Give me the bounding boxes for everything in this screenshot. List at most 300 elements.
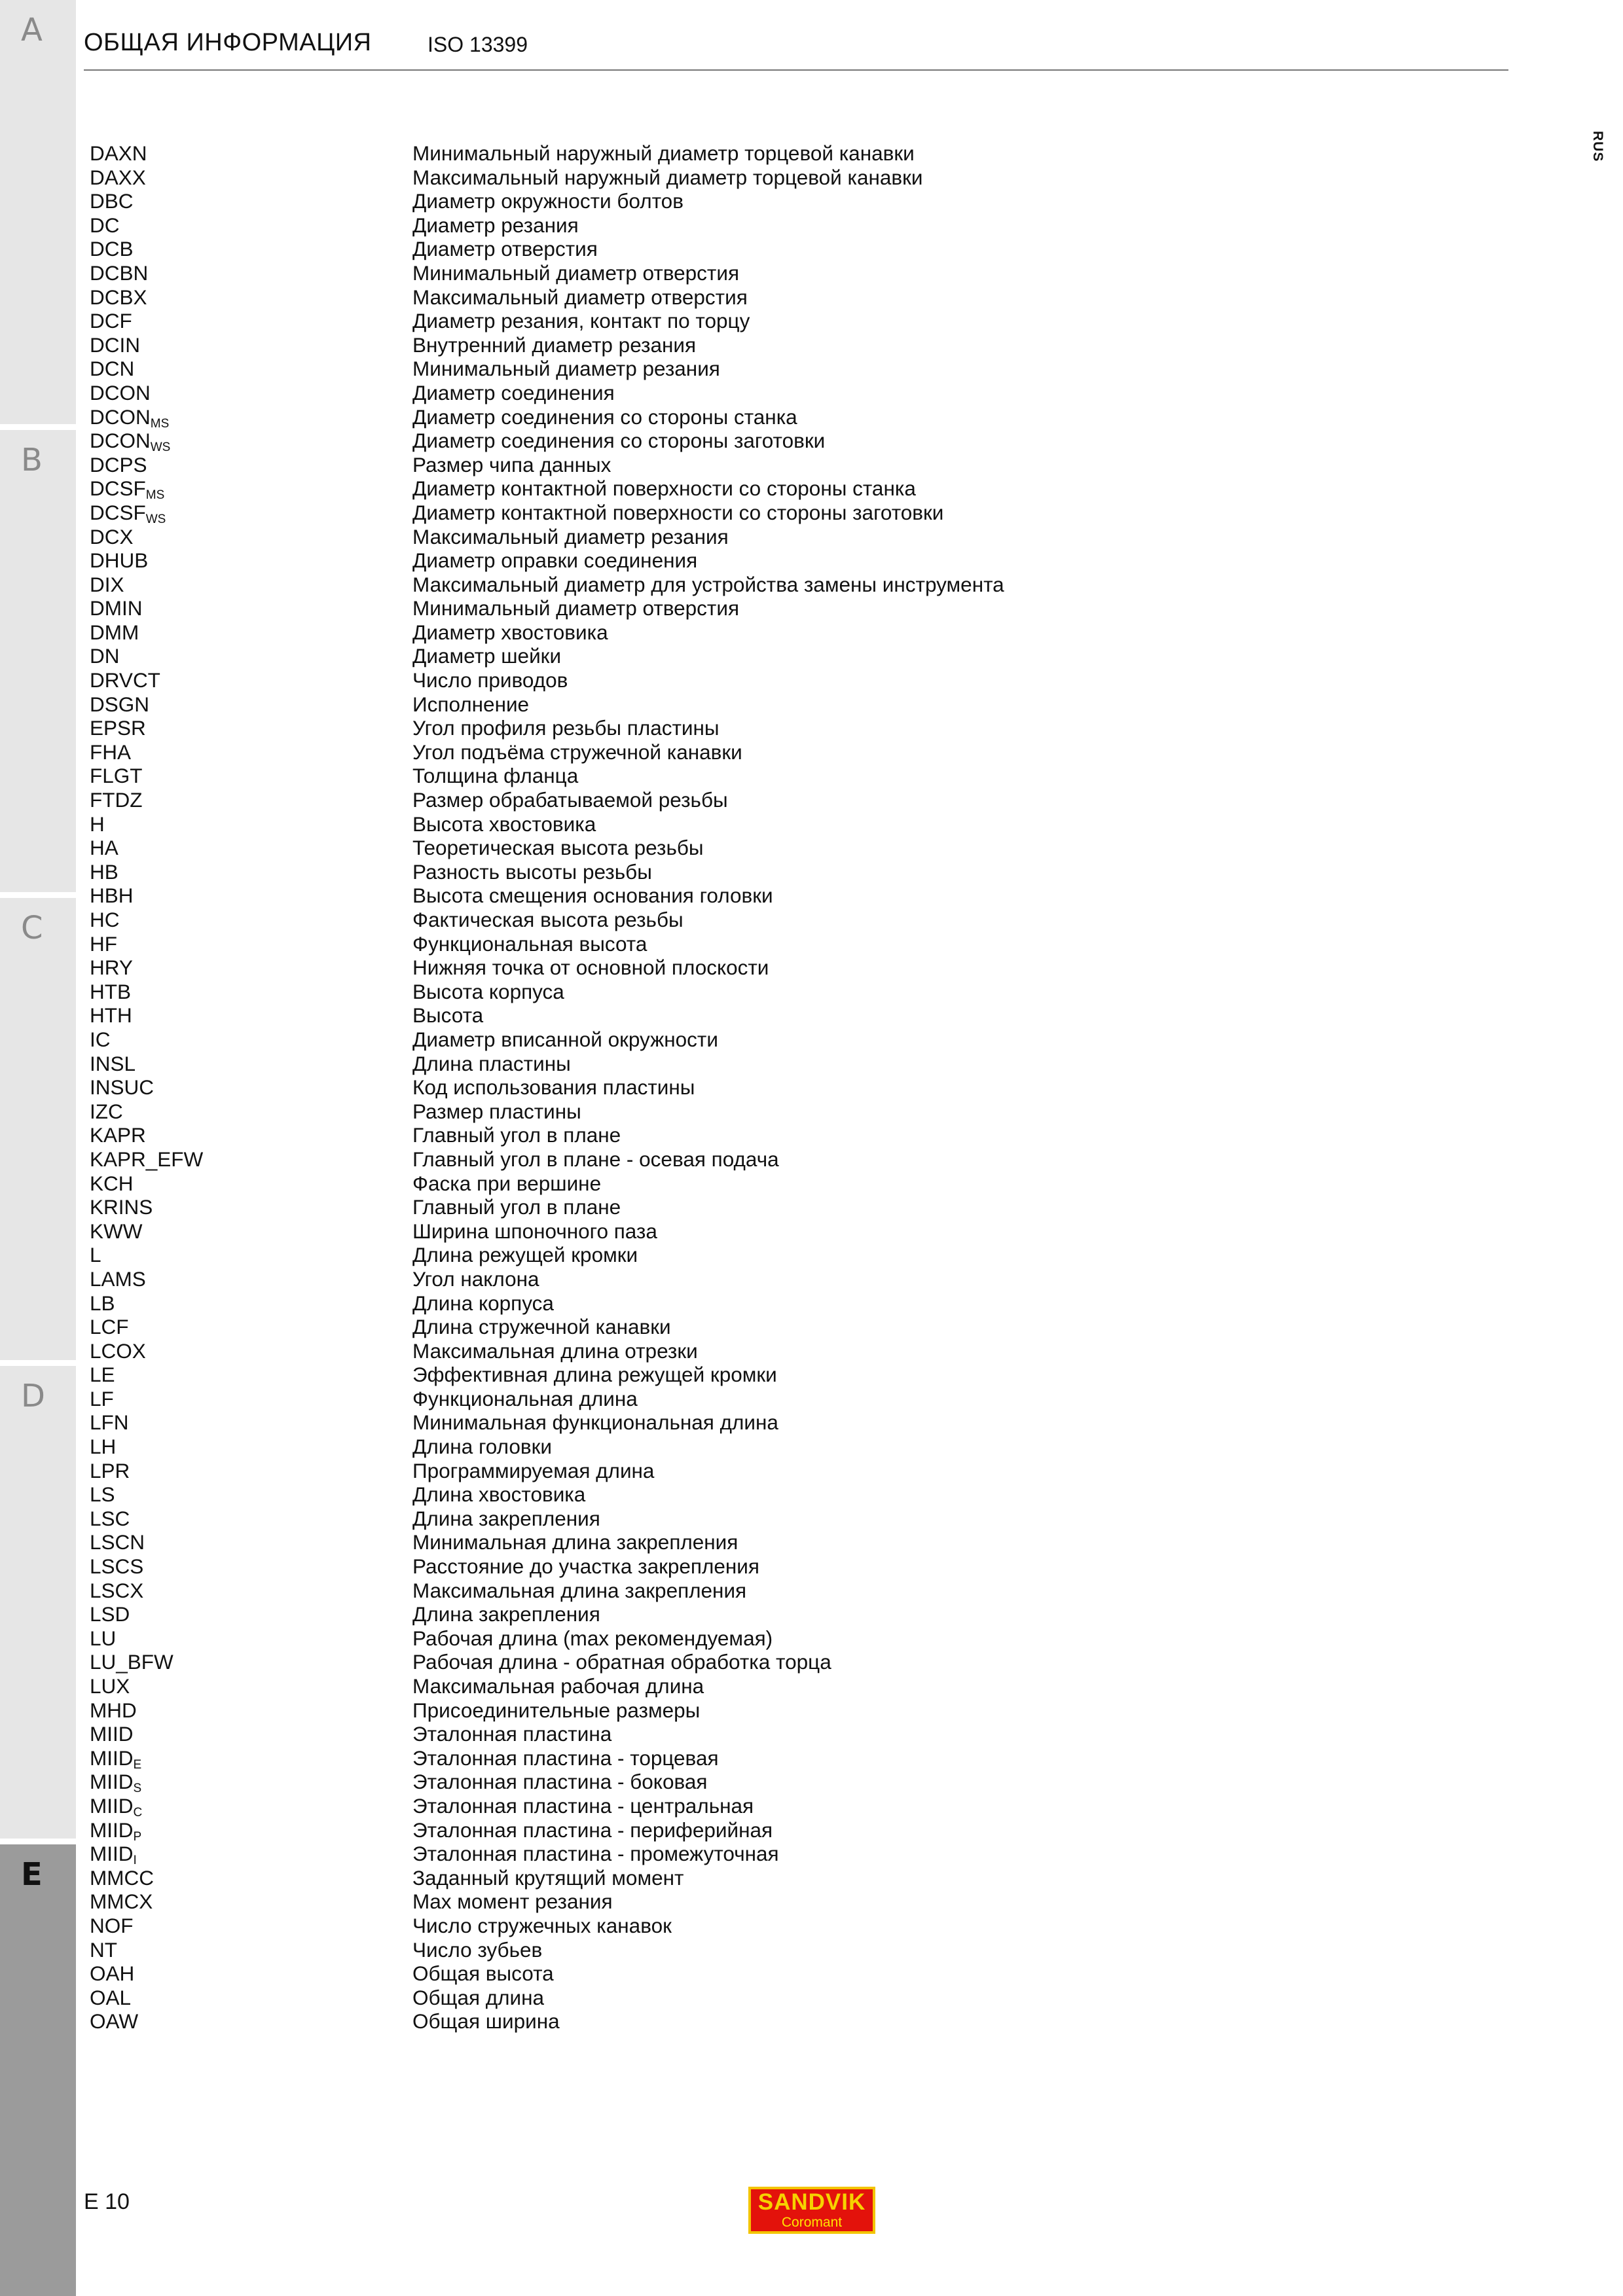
glossary-code xyxy=(90,1291,412,1316)
index-tab-letter: D xyxy=(21,1378,45,1414)
index-tab-letter: B xyxy=(21,442,43,478)
glossary-row xyxy=(90,884,1334,908)
logo-sub: Coromant xyxy=(781,2215,843,2230)
index-tab-b[interactable] xyxy=(0,430,76,892)
glossary-code xyxy=(90,1003,412,1028)
glossary-code-text: FHA xyxy=(90,740,131,764)
glossary-row xyxy=(90,1746,1334,1770)
glossary-code-text: DMIN xyxy=(90,596,143,620)
glossary-description: Размер пластины xyxy=(412,1099,581,1123)
glossary-row xyxy=(90,1698,1334,1723)
glossary-code xyxy=(90,692,412,717)
glossary-code-text: HTB xyxy=(90,979,131,1003)
glossary-row xyxy=(90,213,1334,238)
glossary-code xyxy=(90,1962,412,1986)
glossary-code xyxy=(90,596,412,620)
glossary-row xyxy=(90,1579,1334,1603)
glossary-description: Минимальный наружный диаметр торцевой канавки xyxy=(412,141,915,165)
glossary-code xyxy=(90,1698,412,1723)
glossary-code xyxy=(90,1842,412,1866)
glossary-description: Эталонная пластина - центральная xyxy=(412,1793,754,1818)
glossary-description: Диаметр соединения xyxy=(412,380,615,404)
glossary-code xyxy=(90,1147,412,1172)
glossary-code-subscript: S xyxy=(133,1782,142,1796)
glossary-row xyxy=(90,166,1334,190)
glossary-description: Угол подъёма стружечной канавки xyxy=(412,740,742,764)
glossary-code xyxy=(90,1507,412,1531)
glossary-table xyxy=(90,141,1334,2034)
glossary-row xyxy=(90,1052,1334,1076)
glossary-code xyxy=(90,1172,412,1196)
glossary-code-text: DCON xyxy=(90,380,151,404)
glossary-code xyxy=(90,1818,412,1842)
glossary-code-text: MIID xyxy=(90,1722,134,1746)
glossary-description: Эталонная пластина - боковая xyxy=(412,1770,708,1794)
glossary-description: Общая длина xyxy=(412,1985,545,2009)
glossary-code-text: DCSF xyxy=(90,500,146,524)
glossary-code xyxy=(90,1794,412,1818)
glossary-code xyxy=(90,764,412,788)
glossary-row xyxy=(90,1794,1334,1818)
logo-brand: SANDVIK xyxy=(757,2189,866,2215)
glossary-code-text: DHUB xyxy=(90,548,149,573)
glossary-description: Высота смещения основания головки xyxy=(412,884,773,908)
glossary-row xyxy=(90,141,1334,166)
glossary-row xyxy=(90,908,1334,932)
glossary-code-text: DCBN xyxy=(90,260,149,285)
glossary-row xyxy=(90,668,1334,692)
glossary-row xyxy=(90,1459,1334,1483)
glossary-code xyxy=(90,1674,412,1698)
glossary-code xyxy=(90,573,412,597)
glossary-description: Диаметр отверстия xyxy=(412,237,598,261)
index-tab-letter: E xyxy=(21,1856,43,1893)
glossary-description: Минимальный диаметр резания xyxy=(412,357,720,381)
glossary-row xyxy=(90,501,1334,525)
glossary-description: Число приводов xyxy=(412,668,568,692)
glossary-description: Минимальная функциональная длина xyxy=(412,1410,778,1435)
index-tab-e[interactable] xyxy=(0,1844,76,2296)
glossary-description: Толщина фланца xyxy=(412,764,579,788)
glossary-code-text: DCON xyxy=(90,429,151,453)
glossary-description: Главный угол в плане xyxy=(412,1123,621,1147)
glossary-row xyxy=(90,932,1334,956)
glossary-code-text: NOF xyxy=(90,1913,134,1937)
glossary-row xyxy=(90,357,1334,381)
glossary-row xyxy=(90,836,1334,860)
glossary-code-text: IZC xyxy=(90,1099,123,1123)
glossary-code-text: DCPS xyxy=(90,452,147,476)
glossary-row xyxy=(90,405,1334,429)
glossary-description: Длина головки xyxy=(412,1435,552,1459)
glossary-description: Заданный крутящий момент xyxy=(412,1865,684,1890)
glossary-row xyxy=(90,1172,1334,1196)
glossary-description: Длина закрепления xyxy=(412,1602,600,1626)
glossary-code-text: DRVCT xyxy=(90,668,160,692)
glossary-code xyxy=(90,1770,412,1794)
glossary-row xyxy=(90,1890,1334,1914)
glossary-description: Минимальный диаметр отверстия xyxy=(412,260,740,285)
glossary-code xyxy=(90,620,412,645)
glossary-code-text: LU_BFW xyxy=(90,1650,173,1674)
glossary-description: Рабочая длина (max рекомендуемая) xyxy=(412,1626,773,1650)
glossary-row xyxy=(90,1938,1334,1962)
glossary-row xyxy=(90,716,1334,740)
glossary-code xyxy=(90,740,412,764)
glossary-code xyxy=(90,453,412,477)
glossary-code xyxy=(90,1267,412,1291)
glossary-code-text: LCOX xyxy=(90,1338,146,1363)
glossary-row xyxy=(90,1075,1334,1100)
glossary-code xyxy=(90,932,412,956)
glossary-code-text: LSCS xyxy=(90,1554,144,1579)
glossary-code xyxy=(90,1459,412,1483)
glossary-row xyxy=(90,285,1334,310)
glossary-description: Максимальный диаметр отверстия xyxy=(412,285,748,309)
glossary-description: Максимальная длина закрепления xyxy=(412,1578,747,1602)
glossary-description: Длина закрепления xyxy=(412,1506,600,1530)
glossary-code-text: OAH xyxy=(90,1962,135,1986)
glossary-description: Длина пластины xyxy=(412,1051,571,1075)
glossary-code xyxy=(90,189,412,213)
index-tab-c[interactable] xyxy=(0,898,76,1360)
index-tab-a[interactable] xyxy=(0,0,76,424)
glossary-code-text: NT xyxy=(90,1937,117,1962)
glossary-code-text: DCSF xyxy=(90,476,146,501)
glossary-description: Внутренний диаметр резания xyxy=(412,332,697,357)
glossary-description: Функциональная длина xyxy=(412,1386,638,1410)
glossary-description: Эталонная пластина - торцевая xyxy=(412,1746,719,1770)
glossary-code-subscript: C xyxy=(133,1805,143,1820)
glossary-code xyxy=(90,166,412,190)
glossary-code-text: LF xyxy=(90,1386,114,1410)
glossary-code xyxy=(90,1123,412,1147)
glossary-row xyxy=(90,189,1334,213)
glossary-code-subscript: P xyxy=(133,1829,142,1844)
glossary-code xyxy=(90,668,412,692)
glossary-code xyxy=(90,525,412,549)
glossary-row xyxy=(90,261,1334,285)
glossary-row xyxy=(90,1315,1334,1339)
glossary-row xyxy=(90,429,1334,453)
glossary-code-text: MIID xyxy=(90,1770,134,1794)
glossary-row xyxy=(90,1003,1334,1028)
glossary-code-text: KAPR_EFW xyxy=(90,1147,204,1171)
glossary-code xyxy=(90,2009,412,2034)
glossary-code xyxy=(90,1075,412,1100)
glossary-code-text: INSUC xyxy=(90,1075,155,1100)
glossary-row xyxy=(90,1291,1334,1316)
glossary-code-text: OAL xyxy=(90,1985,132,2009)
glossary-row xyxy=(90,1842,1334,1866)
glossary-code-text: DBC xyxy=(90,189,134,213)
glossary-description: Длина корпуса xyxy=(412,1291,554,1315)
glossary-code-text: DAXX xyxy=(90,165,146,189)
glossary-description: Общая ширина xyxy=(412,2009,560,2034)
glossary-code xyxy=(90,812,412,836)
glossary-row xyxy=(90,1914,1334,1938)
glossary-code xyxy=(90,788,412,812)
glossary-code-text: KRINS xyxy=(90,1195,153,1219)
glossary-description: Размер чипа данных xyxy=(412,452,611,476)
glossary-code xyxy=(90,285,412,310)
glossary-code xyxy=(90,381,412,405)
glossary-code-text: DCIN xyxy=(90,332,140,357)
glossary-row xyxy=(90,1986,1334,2010)
language-label: RUS xyxy=(1590,131,1605,162)
glossary-description: Число стружечных канавок xyxy=(412,1913,672,1937)
glossary-code-text: MHD xyxy=(90,1698,137,1722)
standard-label: ISO 13399 xyxy=(428,33,528,56)
glossary-code-text: KAPR xyxy=(90,1123,146,1147)
glossary-description: Диаметр соединения со стороны станка xyxy=(412,404,797,429)
glossary-description: Высота xyxy=(412,1003,484,1028)
glossary-code xyxy=(90,1482,412,1507)
glossary-code-text: DCON xyxy=(90,404,151,429)
glossary-row xyxy=(90,764,1334,788)
page-title: ОБЩАЯ ИНФОРМАЦИЯ xyxy=(84,29,372,56)
glossary-description: Расстояние до участка закрепления xyxy=(412,1554,759,1579)
glossary-code-text: LU xyxy=(90,1626,117,1650)
glossary-description: Число зубьев xyxy=(412,1937,543,1962)
glossary-row xyxy=(90,1267,1334,1291)
glossary-row xyxy=(90,1028,1334,1052)
glossary-code-text: HTH xyxy=(90,1003,132,1028)
glossary-code xyxy=(90,141,412,166)
glossary-description: Исполнение xyxy=(412,692,530,716)
glossary-description: Разность высоты резьбы xyxy=(412,859,652,884)
glossary-code-text: LSD xyxy=(90,1602,130,1626)
glossary-row xyxy=(90,1482,1334,1507)
glossary-description: Диаметр хвостовика xyxy=(412,620,608,644)
glossary-row xyxy=(90,620,1334,645)
glossary-row xyxy=(90,1123,1334,1147)
glossary-row xyxy=(90,1722,1334,1746)
glossary-code-text: FTDZ xyxy=(90,788,143,812)
glossary-code-text: DN xyxy=(90,644,120,668)
glossary-code xyxy=(90,501,412,525)
glossary-code xyxy=(90,213,412,238)
glossary-description: Высота корпуса xyxy=(412,979,564,1003)
glossary-code xyxy=(90,1339,412,1363)
glossary-description: Фаска при вершине xyxy=(412,1171,602,1195)
glossary-code xyxy=(90,476,412,501)
glossary-code-text: MMCX xyxy=(90,1890,153,1914)
glossary-description: Диаметр резания xyxy=(412,213,579,237)
glossary-row xyxy=(90,237,1334,261)
glossary-description: Рабочая длина - обратная обработка торца xyxy=(412,1650,831,1674)
glossary-code xyxy=(90,1602,412,1626)
glossary-code-text: MIID xyxy=(90,1818,134,1842)
glossary-description: Длина режущей кромки xyxy=(412,1243,638,1267)
glossary-code-text: IC xyxy=(90,1027,111,1051)
glossary-description: Диаметр контактной поверхности со стороны заготовки xyxy=(412,500,944,524)
glossary-code xyxy=(90,1410,412,1435)
glossary-description: Код использования пластины xyxy=(412,1075,695,1100)
glossary-row xyxy=(90,1530,1334,1554)
glossary-description: Эффективная длина режущей кромки xyxy=(412,1363,777,1387)
glossary-row xyxy=(90,812,1334,836)
glossary-description: Эталонная пластина xyxy=(412,1722,612,1746)
glossary-description: Минимальная длина закрепления xyxy=(412,1530,739,1554)
glossary-code xyxy=(90,429,412,453)
glossary-description: Присоединительные размеры xyxy=(412,1698,701,1722)
glossary-code xyxy=(90,1219,412,1244)
glossary-description: Высота хвостовика xyxy=(412,812,596,836)
glossary-row xyxy=(90,788,1334,812)
glossary-row xyxy=(90,1770,1334,1794)
glossary-row xyxy=(90,1626,1334,1651)
glossary-code-text: LUX xyxy=(90,1674,130,1698)
glossary-code-text: HC xyxy=(90,908,120,931)
glossary-code-text: DC xyxy=(90,213,120,237)
glossary-code-text: DSGN xyxy=(90,692,150,716)
glossary-description: Максимальный диаметр резания xyxy=(412,524,729,548)
glossary-row xyxy=(90,2009,1334,2034)
glossary-code-text: LCF xyxy=(90,1315,129,1339)
glossary-code-text: FLGT xyxy=(90,764,143,788)
glossary-row xyxy=(90,644,1334,668)
glossary-code-text: DCX xyxy=(90,524,134,548)
index-tab-letter: A xyxy=(21,12,43,48)
glossary-code xyxy=(90,908,412,932)
glossary-code xyxy=(90,261,412,285)
glossary-code xyxy=(90,644,412,668)
glossary-code-text: DCB xyxy=(90,237,134,261)
glossary-code-text: LSCN xyxy=(90,1530,145,1554)
glossary-row xyxy=(90,1435,1334,1459)
glossary-code-subscript: I xyxy=(133,1854,137,1868)
glossary-code-text: HBH xyxy=(90,884,134,908)
glossary-row xyxy=(90,1387,1334,1411)
glossary-description: Диаметр окружности болтов xyxy=(412,189,684,213)
glossary-row xyxy=(90,1602,1334,1626)
glossary-row xyxy=(90,1100,1334,1124)
glossary-code xyxy=(90,1435,412,1459)
glossary-code-text: DAXN xyxy=(90,141,147,165)
glossary-code-text: DCN xyxy=(90,357,135,381)
glossary-code-text: HA xyxy=(90,836,119,860)
glossary-row xyxy=(90,525,1334,549)
glossary-code xyxy=(90,1363,412,1387)
glossary-row xyxy=(90,740,1334,764)
glossary-description: Максимальная рабочая длина xyxy=(412,1674,704,1698)
glossary-code xyxy=(90,716,412,740)
glossary-code-subscript: WS xyxy=(145,512,166,526)
glossary-code-text: LAMS xyxy=(90,1266,146,1291)
glossary-code xyxy=(90,237,412,261)
glossary-code xyxy=(90,1866,412,1890)
glossary-description: Теоретическая высота резьбы xyxy=(412,836,704,860)
page-number: E 10 xyxy=(84,2189,130,2214)
glossary-code-text: MIID xyxy=(90,1793,134,1818)
glossary-row xyxy=(90,381,1334,405)
glossary-code xyxy=(90,836,412,860)
glossary-description: Диаметр шейки xyxy=(412,644,562,668)
glossary-description: Нижняя точка от основной плоскости xyxy=(412,956,769,980)
glossary-row xyxy=(90,1147,1334,1172)
glossary-row xyxy=(90,596,1334,620)
glossary-code xyxy=(90,956,412,980)
glossary-code xyxy=(90,1650,412,1674)
glossary-code-subscript: E xyxy=(133,1757,142,1772)
glossary-row xyxy=(90,1962,1334,1986)
glossary-description: Фактическая высота резьбы xyxy=(412,908,684,931)
glossary-description: Максимальный диаметр для устройства замены инструмента xyxy=(412,572,1004,596)
index-tab-d[interactable] xyxy=(0,1366,76,1839)
glossary-code-text: EPSR xyxy=(90,716,146,740)
glossary-code xyxy=(90,884,412,908)
glossary-code-text: LH xyxy=(90,1435,117,1459)
glossary-code-text: HB xyxy=(90,859,119,884)
glossary-code-text: LS xyxy=(90,1482,115,1507)
glossary-description: Общая высота xyxy=(412,1962,554,1986)
glossary-description: Максимальная длина отрезки xyxy=(412,1338,698,1363)
glossary-code-text: DIX xyxy=(90,572,124,596)
glossary-row xyxy=(90,1554,1334,1579)
glossary-code-text: LE xyxy=(90,1363,115,1387)
glossary-code xyxy=(90,1722,412,1746)
glossary-code-text: KWW xyxy=(90,1219,143,1243)
glossary-code xyxy=(90,357,412,381)
glossary-description: Диаметр оправки соединения xyxy=(412,548,698,573)
glossary-row xyxy=(90,1818,1334,1842)
glossary-code xyxy=(90,1746,412,1770)
glossary-row xyxy=(90,1219,1334,1244)
glossary-description: Диаметр вписанной окружности xyxy=(412,1027,718,1051)
glossary-row xyxy=(90,692,1334,717)
glossary-description: Максимальный наружный диаметр торцевой канавки xyxy=(412,165,923,189)
glossary-code xyxy=(90,1986,412,2010)
glossary-code xyxy=(90,860,412,884)
glossary-code-text: HF xyxy=(90,931,117,956)
glossary-row xyxy=(90,548,1334,573)
glossary-code-text: LB xyxy=(90,1291,115,1315)
glossary-description: Ширина шпоночного паза xyxy=(412,1219,657,1243)
glossary-description: Диаметр резания, контакт по торцу xyxy=(412,309,750,333)
glossary-description: Угол профиля резьбы пластины xyxy=(412,716,720,740)
glossary-description: Размер обрабатываемой резьбы xyxy=(412,788,728,812)
glossary-code xyxy=(90,1530,412,1554)
glossary-row xyxy=(90,1195,1334,1219)
glossary-row xyxy=(90,309,1334,333)
glossary-description: Главный угол в плане - осевая подача xyxy=(412,1147,779,1171)
glossary-description: Диаметр соединения со стороны заготовки xyxy=(412,429,826,453)
glossary-code-text: LSCX xyxy=(90,1578,144,1602)
glossary-code xyxy=(90,1052,412,1076)
glossary-description: Минимальный диаметр отверстия xyxy=(412,596,740,620)
glossary-code-text: H xyxy=(90,812,105,836)
glossary-description: Диаметр контактной поверхности со стороны станка xyxy=(412,476,916,501)
glossary-code xyxy=(90,1938,412,1962)
glossary-row xyxy=(90,956,1334,980)
glossary-row xyxy=(90,1339,1334,1363)
glossary-code-text: DCF xyxy=(90,309,132,333)
glossary-row xyxy=(90,980,1334,1004)
glossary-code-text: LFN xyxy=(90,1410,129,1435)
glossary-code-text: DMM xyxy=(90,620,139,644)
glossary-code-text: INSL xyxy=(90,1051,136,1075)
glossary-row xyxy=(90,573,1334,597)
glossary-code xyxy=(90,1554,412,1579)
glossary-code xyxy=(90,1890,412,1914)
glossary-description: Эталонная пластина - периферийная xyxy=(412,1818,773,1842)
glossary-code xyxy=(90,1315,412,1339)
index-tab-letter: C xyxy=(21,910,43,946)
glossary-row xyxy=(90,1866,1334,1890)
glossary-code-text: L xyxy=(90,1243,101,1267)
page-header xyxy=(84,29,1508,71)
